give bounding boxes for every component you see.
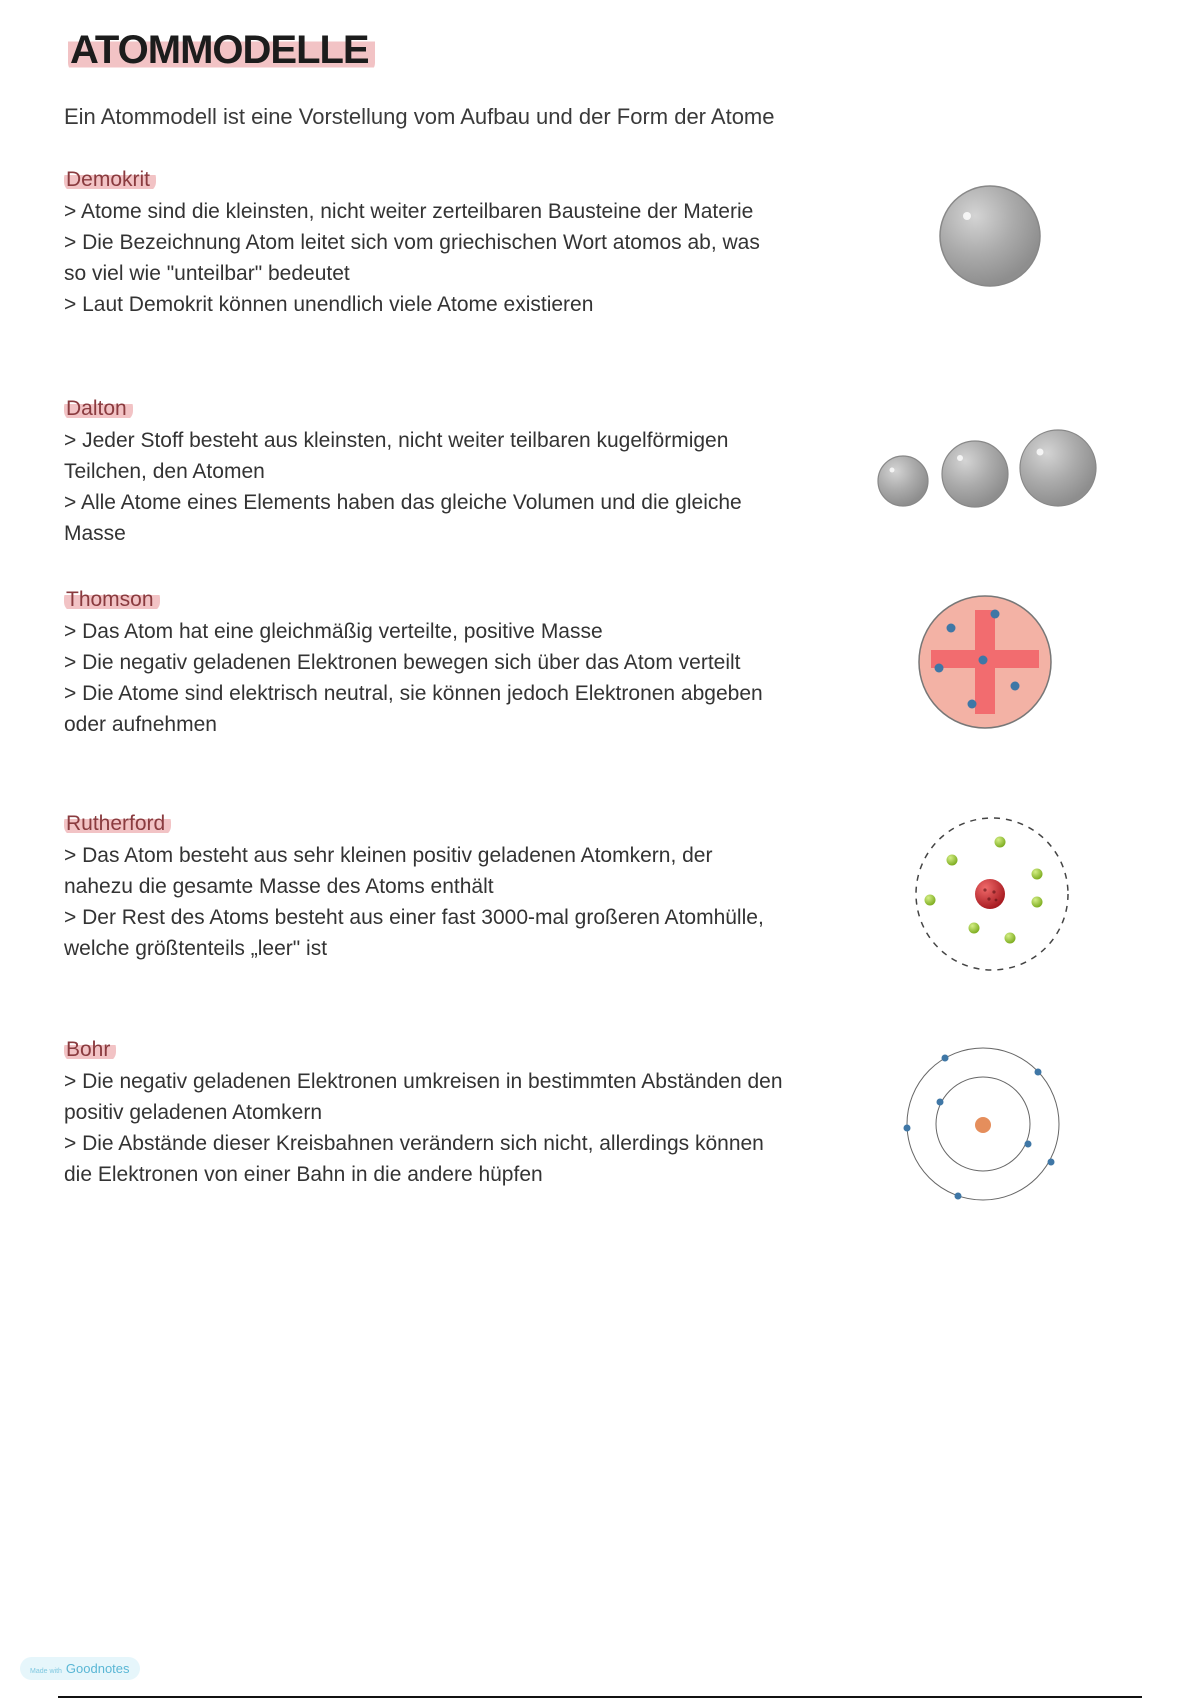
section-line: > Die negativ geladenen Elektronen umkreisen in bestimmten Abständen den positiv geladenen Atomkern <box>64 1070 783 1124</box>
atom-nucleus <box>975 879 1005 909</box>
sphere-highlight <box>957 455 963 461</box>
electron-dot <box>942 1055 949 1062</box>
electron-dot <box>1032 897 1043 908</box>
nucleus-speck <box>987 897 990 900</box>
footer-divider <box>58 1696 1142 1698</box>
electron-dot <box>1032 869 1043 880</box>
sphere-medium <box>942 441 1008 507</box>
electron-dot <box>1048 1159 1055 1166</box>
electron-dot <box>947 855 958 866</box>
sphere-large <box>1020 430 1096 506</box>
goodnotes-badge <box>20 1657 140 1680</box>
section-heading: Rutherford <box>64 812 784 836</box>
section-line: > Die negativ geladenen Elektronen bewegen sich über das Atom verteilt <box>64 651 741 674</box>
atom-nucleus <box>975 1117 991 1133</box>
section-heading: Demokrit <box>64 168 784 192</box>
thomson-atom-illustration <box>915 592 1055 732</box>
section-line: > Die Abstände dieser Kreisbahnen verändern sich nicht, allerdings können die Elektronen von einer Bahn in die andere hüpfen <box>64 1132 764 1186</box>
electron-dot <box>925 895 936 906</box>
section-heading: Bohr <box>64 1038 784 1062</box>
electron-dot <box>1035 1069 1042 1076</box>
dalton-atoms-illustration <box>870 420 1110 520</box>
nucleus-speck <box>995 899 998 902</box>
electron-dot <box>904 1125 911 1132</box>
made-with-label: Made with <box>30 1668 62 1675</box>
section-line: > Der Rest des Atoms besteht aus einer fast 3000-mal großeren Atomhülle, welche größtenteils „leer" ist <box>64 906 764 960</box>
section-line: > Das Atom besteht aus sehr kleinen positiv geladenen Atomkern, der nahezu die gesamte Masse des Atoms enthält <box>64 844 713 898</box>
sphere-highlight <box>890 468 895 473</box>
demokrit-atom-illustration <box>930 180 1050 300</box>
sphere-small <box>878 456 928 506</box>
sphere-atom <box>940 186 1040 286</box>
nucleus-speck <box>983 888 986 891</box>
electron-dot <box>968 700 977 709</box>
electron-dot <box>969 923 980 934</box>
electron-dot <box>979 656 988 665</box>
section-thomson <box>64 588 784 740</box>
section-rutherford <box>64 812 784 964</box>
section-heading: Dalton <box>64 397 784 421</box>
page-title <box>68 28 375 73</box>
section-line: > Jeder Stoff besteht aus kleinsten, nicht weiter teilbaren kugelförmigen Teilchen, den Atomen <box>64 429 729 483</box>
section-line: > Die Bezeichnung Atom leitet sich vom griechischen Wort atomos ab, was so viel wie "unteilbar" bedeutet <box>64 231 760 285</box>
sphere-highlight <box>1037 449 1044 456</box>
electron-dot <box>947 624 956 633</box>
page-title-text: ATOMMODELLE <box>68 28 375 73</box>
section-line: > Die Atome sind elektrisch neutral, sie können jedoch Elektronen abgeben oder aufnehmen <box>64 682 763 736</box>
section-line: > Laut Demokrit können unendlich viele Atome existieren <box>64 293 594 316</box>
section-heading: Thomson <box>64 588 784 612</box>
section-line: > Das Atom hat eine gleichmäßig verteilte, positive Masse <box>64 620 603 643</box>
section-dalton <box>64 397 784 549</box>
section-line: > Atome sind die kleinsten, nicht weiter zerteilbaren Bausteine der Materie <box>64 200 754 223</box>
rutherford-atom-illustration <box>910 812 1074 976</box>
electron-dot <box>955 1193 962 1200</box>
section-line: > Alle Atome eines Elements haben das gleiche Volumen und die gleiche Masse <box>64 491 742 545</box>
electron-dot <box>1011 682 1020 691</box>
electron-dot <box>935 664 944 673</box>
electron-dot <box>1025 1141 1032 1148</box>
brand-label: Goodnotes <box>65 1661 130 1676</box>
bohr-atom-illustration <box>903 1044 1063 1204</box>
section-demokrit <box>64 168 784 320</box>
intro-text: Ein Atommodell ist eine Vorstellung vom Aufbau und der Form der Atome <box>64 104 775 129</box>
electron-dot <box>937 1099 944 1106</box>
sphere-highlight <box>963 212 971 220</box>
electron-dot <box>995 837 1006 848</box>
nucleus-speck <box>992 890 995 893</box>
electron-dot <box>1005 933 1016 944</box>
section-bohr <box>64 1038 784 1190</box>
electron-dot <box>991 610 1000 619</box>
